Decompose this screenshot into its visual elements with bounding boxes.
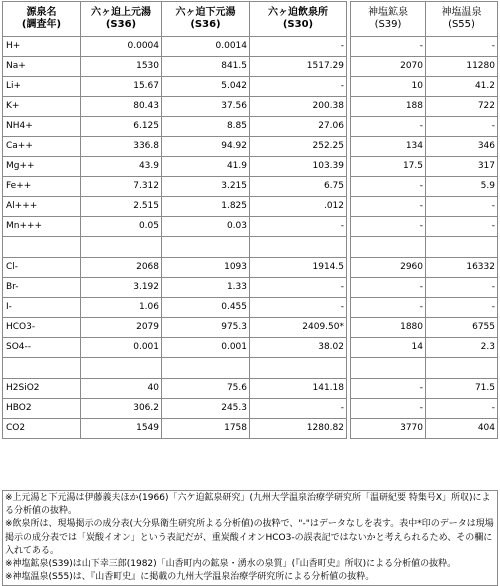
table-row: [3, 157, 498, 177]
component-name: Fe++: [3, 177, 81, 197]
value-cell: -: [426, 399, 498, 419]
value-cell: .012: [250, 197, 347, 217]
value-cell: 1093: [162, 258, 250, 278]
table-row: [3, 177, 498, 197]
value-cell: 3.215: [162, 177, 250, 197]
component-name: HBO2: [3, 399, 81, 419]
value-cell: 141.18: [250, 379, 347, 399]
value-cell: -: [351, 379, 426, 399]
value-cell: -: [250, 77, 347, 97]
value-cell: 3.192: [81, 278, 162, 298]
analysis-table: [2, 1, 498, 439]
value-cell: 37.56: [162, 97, 250, 117]
value-cell: 1517.29: [250, 57, 347, 77]
value-cell: 134: [351, 137, 426, 157]
value-cell: 40: [81, 379, 162, 399]
value-cell: 3770: [351, 419, 426, 439]
value-cell: 1.33: [162, 278, 250, 298]
spacer-cell: [3, 237, 81, 258]
value-cell: 14: [351, 338, 426, 358]
spacer-cell: [3, 358, 81, 379]
table-row: [3, 399, 498, 419]
component-name: Al+++: [3, 197, 81, 217]
value-cell: 27.06: [250, 117, 347, 137]
component-name: Mg++: [3, 157, 81, 177]
value-cell: 94.92: [162, 137, 250, 157]
table-row: [3, 117, 498, 137]
spacer-cell: [426, 237, 498, 258]
component-name: CO2: [3, 419, 81, 439]
value-cell: 0.05: [81, 217, 162, 237]
value-cell: -: [250, 298, 347, 318]
component-name: Li+: [3, 77, 81, 97]
component-name: Na+: [3, 57, 81, 77]
value-cell: -: [426, 197, 498, 217]
value-cell: 6.75: [250, 177, 347, 197]
component-name: K+: [3, 97, 81, 117]
table-row: [3, 258, 498, 278]
spacer-cell: [426, 358, 498, 379]
value-cell: 0.0014: [162, 37, 250, 57]
value-cell: 722: [426, 97, 498, 117]
value-cell: 0.001: [162, 338, 250, 358]
spacer-cell: [351, 237, 426, 258]
value-cell: 8.85: [162, 117, 250, 137]
component-name: Cl-: [3, 258, 81, 278]
value-cell: 2960: [351, 258, 426, 278]
value-cell: 80.43: [81, 97, 162, 117]
footnote: ※飲泉所は、現場掲示の成分表(大分県衛生研究所よる分析値)の抜粋で、"-"はデータなしを表す。表中*印のデータは現場掲示の成分表では「炭酸イオン」という表記だが、重炭酸イオンHCO3-の誤表記ではないかと考えられるため、その欄に入れてある。: [5, 519, 494, 556]
footnotes: [2, 490, 498, 586]
spacer-cell: [351, 358, 426, 379]
value-cell: 11280: [426, 57, 498, 77]
value-cell: 1280.82: [250, 419, 347, 439]
value-cell: 1758: [162, 419, 250, 439]
value-cell: 1549: [81, 419, 162, 439]
table-row: [3, 379, 498, 399]
value-cell: 346: [426, 137, 498, 157]
value-cell: -: [351, 117, 426, 137]
spacer-row: [3, 358, 498, 379]
value-cell: 15.67: [81, 77, 162, 97]
value-cell: 2.3: [426, 338, 498, 358]
value-cell: 41.9: [162, 157, 250, 177]
value-cell: 2068: [81, 258, 162, 278]
value-cell: 7.312: [81, 177, 162, 197]
table-row: [3, 278, 498, 298]
value-cell: 2409.50*: [250, 318, 347, 338]
header-rokugasako-kamimotoyu: 六ヶ迫上元湯 (S36): [81, 2, 162, 37]
value-cell: 2.515: [81, 197, 162, 217]
value-cell: -: [351, 399, 426, 419]
value-cell: -: [351, 278, 426, 298]
spacer-cell: [162, 237, 250, 258]
value-cell: 103.39: [250, 157, 347, 177]
table-row: [3, 37, 498, 57]
value-cell: -: [250, 278, 347, 298]
spacer-row: [3, 237, 498, 258]
value-cell: -: [351, 177, 426, 197]
component-name: Mn+++: [3, 217, 81, 237]
value-cell: 0.03: [162, 217, 250, 237]
value-cell: 404: [426, 419, 498, 439]
header-rokugasako-shimomotoyu: 六ヶ迫下元湯 (S36): [162, 2, 250, 37]
component-name: HCO3-: [3, 318, 81, 338]
value-cell: 5.9: [426, 177, 498, 197]
spacer-cell: [81, 358, 162, 379]
value-cell: 41.2: [426, 77, 498, 97]
value-cell: 306.2: [81, 399, 162, 419]
footnote: ※上元湯と下元湯は伊藤義夫ほか(1966)「六ケ迫鉱泉研究」(九州大学温泉治療学研究所「温研紀要 特集号X」所収)による分析値の抜粋。: [5, 493, 491, 517]
table-row: [3, 318, 498, 338]
value-cell: 1.825: [162, 197, 250, 217]
value-cell: 252.25: [250, 137, 347, 157]
value-cell: 1914.5: [250, 258, 347, 278]
value-cell: 43.9: [81, 157, 162, 177]
header-spring-name: 源泉名 (調査年): [3, 2, 81, 37]
value-cell: 71.5: [426, 379, 498, 399]
spacer-cell: [162, 358, 250, 379]
component-name: Br-: [3, 278, 81, 298]
header-kanshio-kosen: 神塩鉱泉 (S39): [351, 2, 426, 37]
value-cell: -: [351, 217, 426, 237]
value-cell: 16332: [426, 258, 498, 278]
value-cell: -: [426, 278, 498, 298]
spacer-cell: [81, 237, 162, 258]
component-name: H+: [3, 37, 81, 57]
value-cell: -: [426, 117, 498, 137]
component-name: H2SiO2: [3, 379, 81, 399]
value-cell: 38.02: [250, 338, 347, 358]
value-cell: 1.06: [81, 298, 162, 318]
value-cell: 6.125: [81, 117, 162, 137]
component-name: Ca++: [3, 137, 81, 157]
value-cell: 17.5: [351, 157, 426, 177]
value-cell: -: [351, 197, 426, 217]
value-cell: -: [250, 37, 347, 57]
value-cell: 2079: [81, 318, 162, 338]
header-rokugasako-insenjo: 六ヶ迫飲泉所 (S30): [250, 2, 347, 37]
value-cell: -: [351, 37, 426, 57]
table-row: [3, 217, 498, 237]
table-row: [3, 298, 498, 318]
value-cell: 336.8: [81, 137, 162, 157]
table-row: [3, 419, 498, 439]
value-cell: -: [250, 399, 347, 419]
component-name: NH4+: [3, 117, 81, 137]
value-cell: 75.6: [162, 379, 250, 399]
value-cell: -: [250, 217, 347, 237]
value-cell: 1880: [351, 318, 426, 338]
value-cell: 0.455: [162, 298, 250, 318]
value-cell: 317: [426, 157, 498, 177]
component-name: I-: [3, 298, 81, 318]
footnote: ※神塩温泉(S55)は、『山香町史』に掲載の九州大学温泉治療学研究所による分析値の抜粋。: [5, 572, 375, 583]
value-cell: 2070: [351, 57, 426, 77]
value-cell: 975.3: [162, 318, 250, 338]
spacer-cell: [250, 358, 347, 379]
header-row: [3, 2, 498, 37]
value-cell: 1530: [81, 57, 162, 77]
table-row: [3, 137, 498, 157]
value-cell: 5.042: [162, 77, 250, 97]
value-cell: 6755: [426, 318, 498, 338]
value-cell: -: [426, 37, 498, 57]
footnote: ※神塩鉱泉(S39)は山下幸三郎(1982)「山香町内の鉱泉・湧水の泉質」(『山香町史』所収)による分析値の抜粋。: [5, 559, 457, 570]
table-row: [3, 57, 498, 77]
value-cell: 188: [351, 97, 426, 117]
value-cell: 0.0004: [81, 37, 162, 57]
value-cell: 0.001: [81, 338, 162, 358]
table-row: [3, 77, 498, 97]
value-cell: -: [426, 298, 498, 318]
value-cell: 10: [351, 77, 426, 97]
value-cell: -: [351, 298, 426, 318]
value-cell: 200.38: [250, 97, 347, 117]
value-cell: 245.3: [162, 399, 250, 419]
header-kanshio-onsen: 神塩温泉 (S55): [426, 2, 498, 37]
table-row: [3, 197, 498, 217]
component-name: SO4--: [3, 338, 81, 358]
table-row: [3, 97, 498, 117]
table-row: [3, 338, 498, 358]
value-cell: -: [426, 217, 498, 237]
spacer-cell: [250, 237, 347, 258]
value-cell: 841.5: [162, 57, 250, 77]
